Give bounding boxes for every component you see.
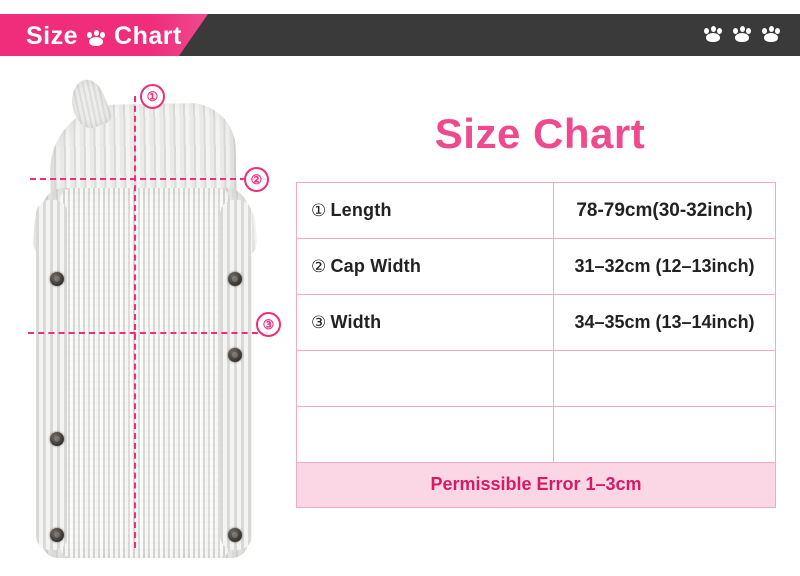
row-number: ① (311, 201, 327, 220)
size-chart-panel (296, 110, 784, 508)
table-cell-label (297, 351, 554, 407)
banner-decor-paws (704, 25, 782, 42)
row-label: Width (330, 312, 382, 332)
paw-icon (762, 27, 782, 44)
garment-rib-left (36, 200, 68, 550)
table-cell-value: 31–32cm (12–13inch) (554, 239, 776, 295)
garment-button (50, 432, 64, 446)
table-cell-label (297, 183, 554, 239)
table-row (297, 183, 776, 239)
garment-button (50, 528, 64, 542)
table-row (297, 239, 776, 295)
marker-1-length: ① (140, 84, 165, 109)
table-cell-label (297, 239, 554, 295)
page-header-banner (0, 14, 800, 56)
garment-button (228, 348, 242, 362)
garment-illustration (34, 80, 256, 558)
garment-rib-right (220, 200, 252, 550)
row-label: Cap Width (330, 256, 422, 276)
garment-button (228, 272, 242, 286)
table-row (297, 351, 776, 407)
row-number: ③ (311, 313, 327, 332)
table-row (297, 407, 776, 463)
garment-button (50, 272, 64, 286)
banner-title-left: Size (26, 22, 79, 50)
product-photo (12, 66, 292, 564)
table-cell-label (297, 407, 554, 463)
banner-title-right: Chart (114, 22, 182, 50)
size-chart-table (296, 182, 776, 463)
table-cell-value (554, 407, 776, 463)
row-label: Length (330, 200, 392, 220)
banner-title (26, 22, 182, 51)
table-cell-value: 34–35cm (13–14inch) (554, 295, 776, 351)
paw-icon (87, 31, 105, 46)
paw-icon (704, 27, 724, 44)
permissible-error-note: Permissible Error 1–3cm (296, 463, 776, 508)
marker-2-cap-width: ② (244, 167, 269, 192)
page-title: Size Chart (434, 110, 646, 157)
garment-body (42, 188, 248, 558)
guide-line-cap-width (30, 178, 266, 180)
table-row (297, 295, 776, 351)
table-cell-label (297, 295, 554, 351)
paw-icon (733, 27, 753, 44)
garment-button (228, 528, 242, 542)
guide-line-width (28, 332, 268, 334)
table-cell-value: 78-79cm(30-32inch) (554, 183, 776, 239)
row-number: ② (311, 257, 327, 276)
guide-line-length (134, 96, 136, 548)
table-cell-value (554, 351, 776, 407)
marker-3-width: ③ (256, 312, 281, 337)
